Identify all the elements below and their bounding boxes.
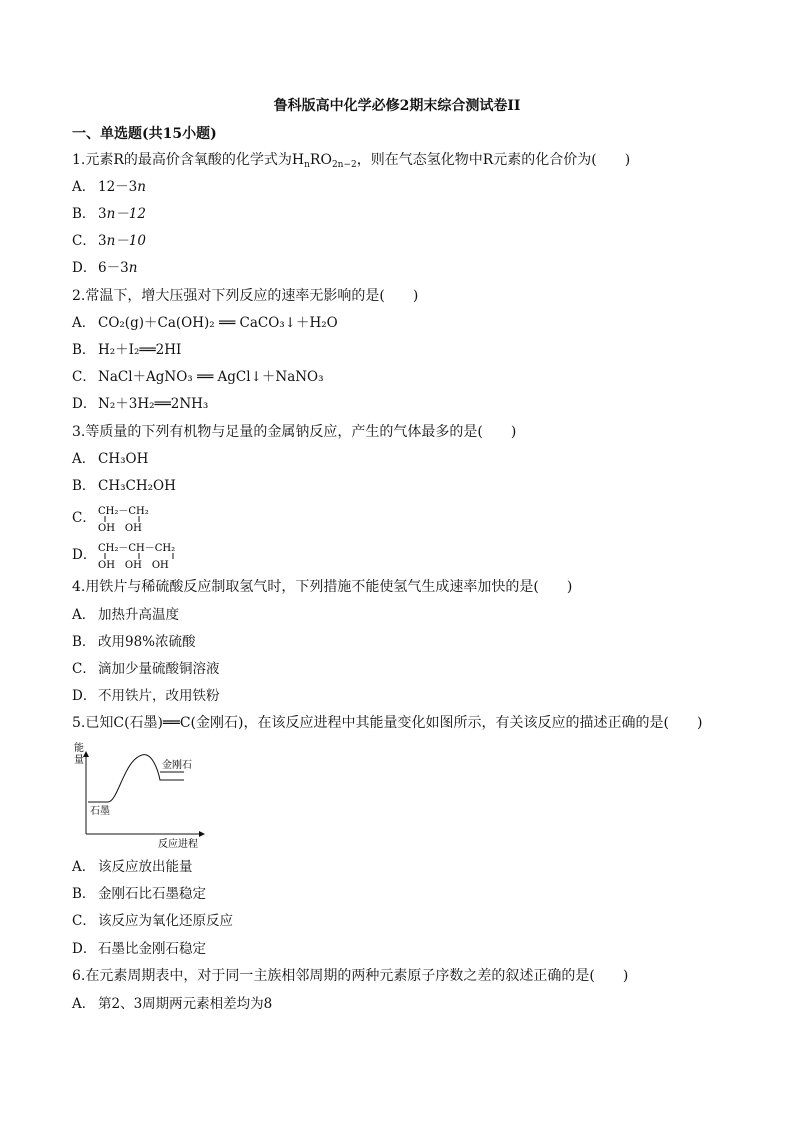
energy-diagram: [72, 740, 212, 854]
y-axis-label-2: 量: [74, 755, 84, 766]
question-2-option-a[interactable]: A． CO₂(g)＋Ca(OH)₂ ══ CaCO₃↓＋H₂O: [72, 315, 338, 331]
section-heading: 一、单选题(共15小题): [72, 126, 217, 142]
question-5-option-a[interactable]: A． 该反应放出能量: [72, 859, 193, 875]
graphite-label: 石墨: [90, 806, 110, 817]
question-6-stem: 6.在元素周期表中，对于同一主族相邻周期的两种元素原子序数之差的叙述正确的是( ): [72, 968, 629, 984]
question-4-option-d[interactable]: D． 不用铁片，改用铁粉: [72, 688, 220, 704]
ethylene-glycol-structure: [98, 503, 178, 533]
diamond-label: 金刚石: [162, 760, 192, 771]
question-1-stem: 1.元素R的最高价含氧酸的化学式为$H_nRO_{2n-2}$，则在气态氢化物中R元素的化合价为( ): [72, 152, 631, 170]
structure-top-text: CH₂－CH₂: [98, 506, 149, 517]
question-5-stem: 5.已知C(石墨)══C(金刚石)，在该反应进程中其能量变化如图所示，有关该反应的描述正确的是( ): [72, 715, 703, 731]
glycerol-structure: [98, 540, 208, 570]
question-2-option-d[interactable]: D． N₂＋3H₂══2NH₃: [72, 396, 209, 412]
question-3-option-a[interactable]: A． CH₃OH: [72, 451, 149, 467]
y-axis-label-1: 能: [74, 743, 84, 754]
question-2-option-b[interactable]: B． H₂＋I₂══2HI: [72, 342, 182, 358]
question-1-option-c[interactable]: C． 3n－10: [72, 233, 146, 249]
question-4-option-a[interactable]: A． 加热升高温度: [72, 607, 179, 623]
page-title: 鲁科版高中化学必修2期末综合测试卷II: [273, 98, 521, 114]
question-1-option-b[interactable]: B． 3n－12: [72, 206, 146, 222]
question-2-option-c[interactable]: C． NaCl＋AgNO₃ ══ AgCl↓＋NaNO₃: [72, 369, 324, 385]
question-4-stem: 4.用铁片与稀硫酸反应制取氢气时，下列措施不能使氢气生成速率加快的是( ): [72, 579, 573, 595]
question-5-option-d[interactable]: D． 石墨比金刚石稳定: [72, 941, 206, 957]
question-1-option-d[interactable]: D． 6－3n: [72, 260, 138, 276]
structure-bottom-text: OH OH OH: [98, 560, 169, 570]
question-2-stem: 2.常温下，增大压强对下列反应的速率无影响的是( ): [72, 288, 419, 304]
question-4-option-c[interactable]: C． 滴加少量硫酸铜溶液: [72, 661, 220, 677]
x-axis-label: 反应进程: [158, 839, 198, 850]
question-5-option-b[interactable]: B． 金刚石比石墨稳定: [72, 886, 206, 902]
question-1-option-a[interactable]: A． 12－3n: [72, 179, 146, 195]
question-3-stem: 3.等质量的下列有机物与足量的金属钠反应，产生的气体最多的是( ): [72, 424, 517, 440]
question-4-option-b[interactable]: B． 改用98%浓硫酸: [72, 634, 196, 650]
question-3-option-d[interactable]: D． CH₂－CH－CH₂ OH OH OH: [72, 540, 208, 570]
question-5-option-c[interactable]: C． 该反应为氧化还原反应: [72, 913, 233, 929]
structure-bottom-text: OH OH: [98, 523, 142, 533]
question-6-option-a[interactable]: A． 第2、3周期两元素相差均为8: [72, 996, 273, 1012]
structure-top-text: CH₂－CH－CH₂: [98, 543, 176, 554]
question-3-option-c[interactable]: C． CH₂－CH₂ OH OH: [72, 503, 178, 533]
question-3-option-b[interactable]: B． CH₃CH₂OH: [72, 478, 176, 494]
